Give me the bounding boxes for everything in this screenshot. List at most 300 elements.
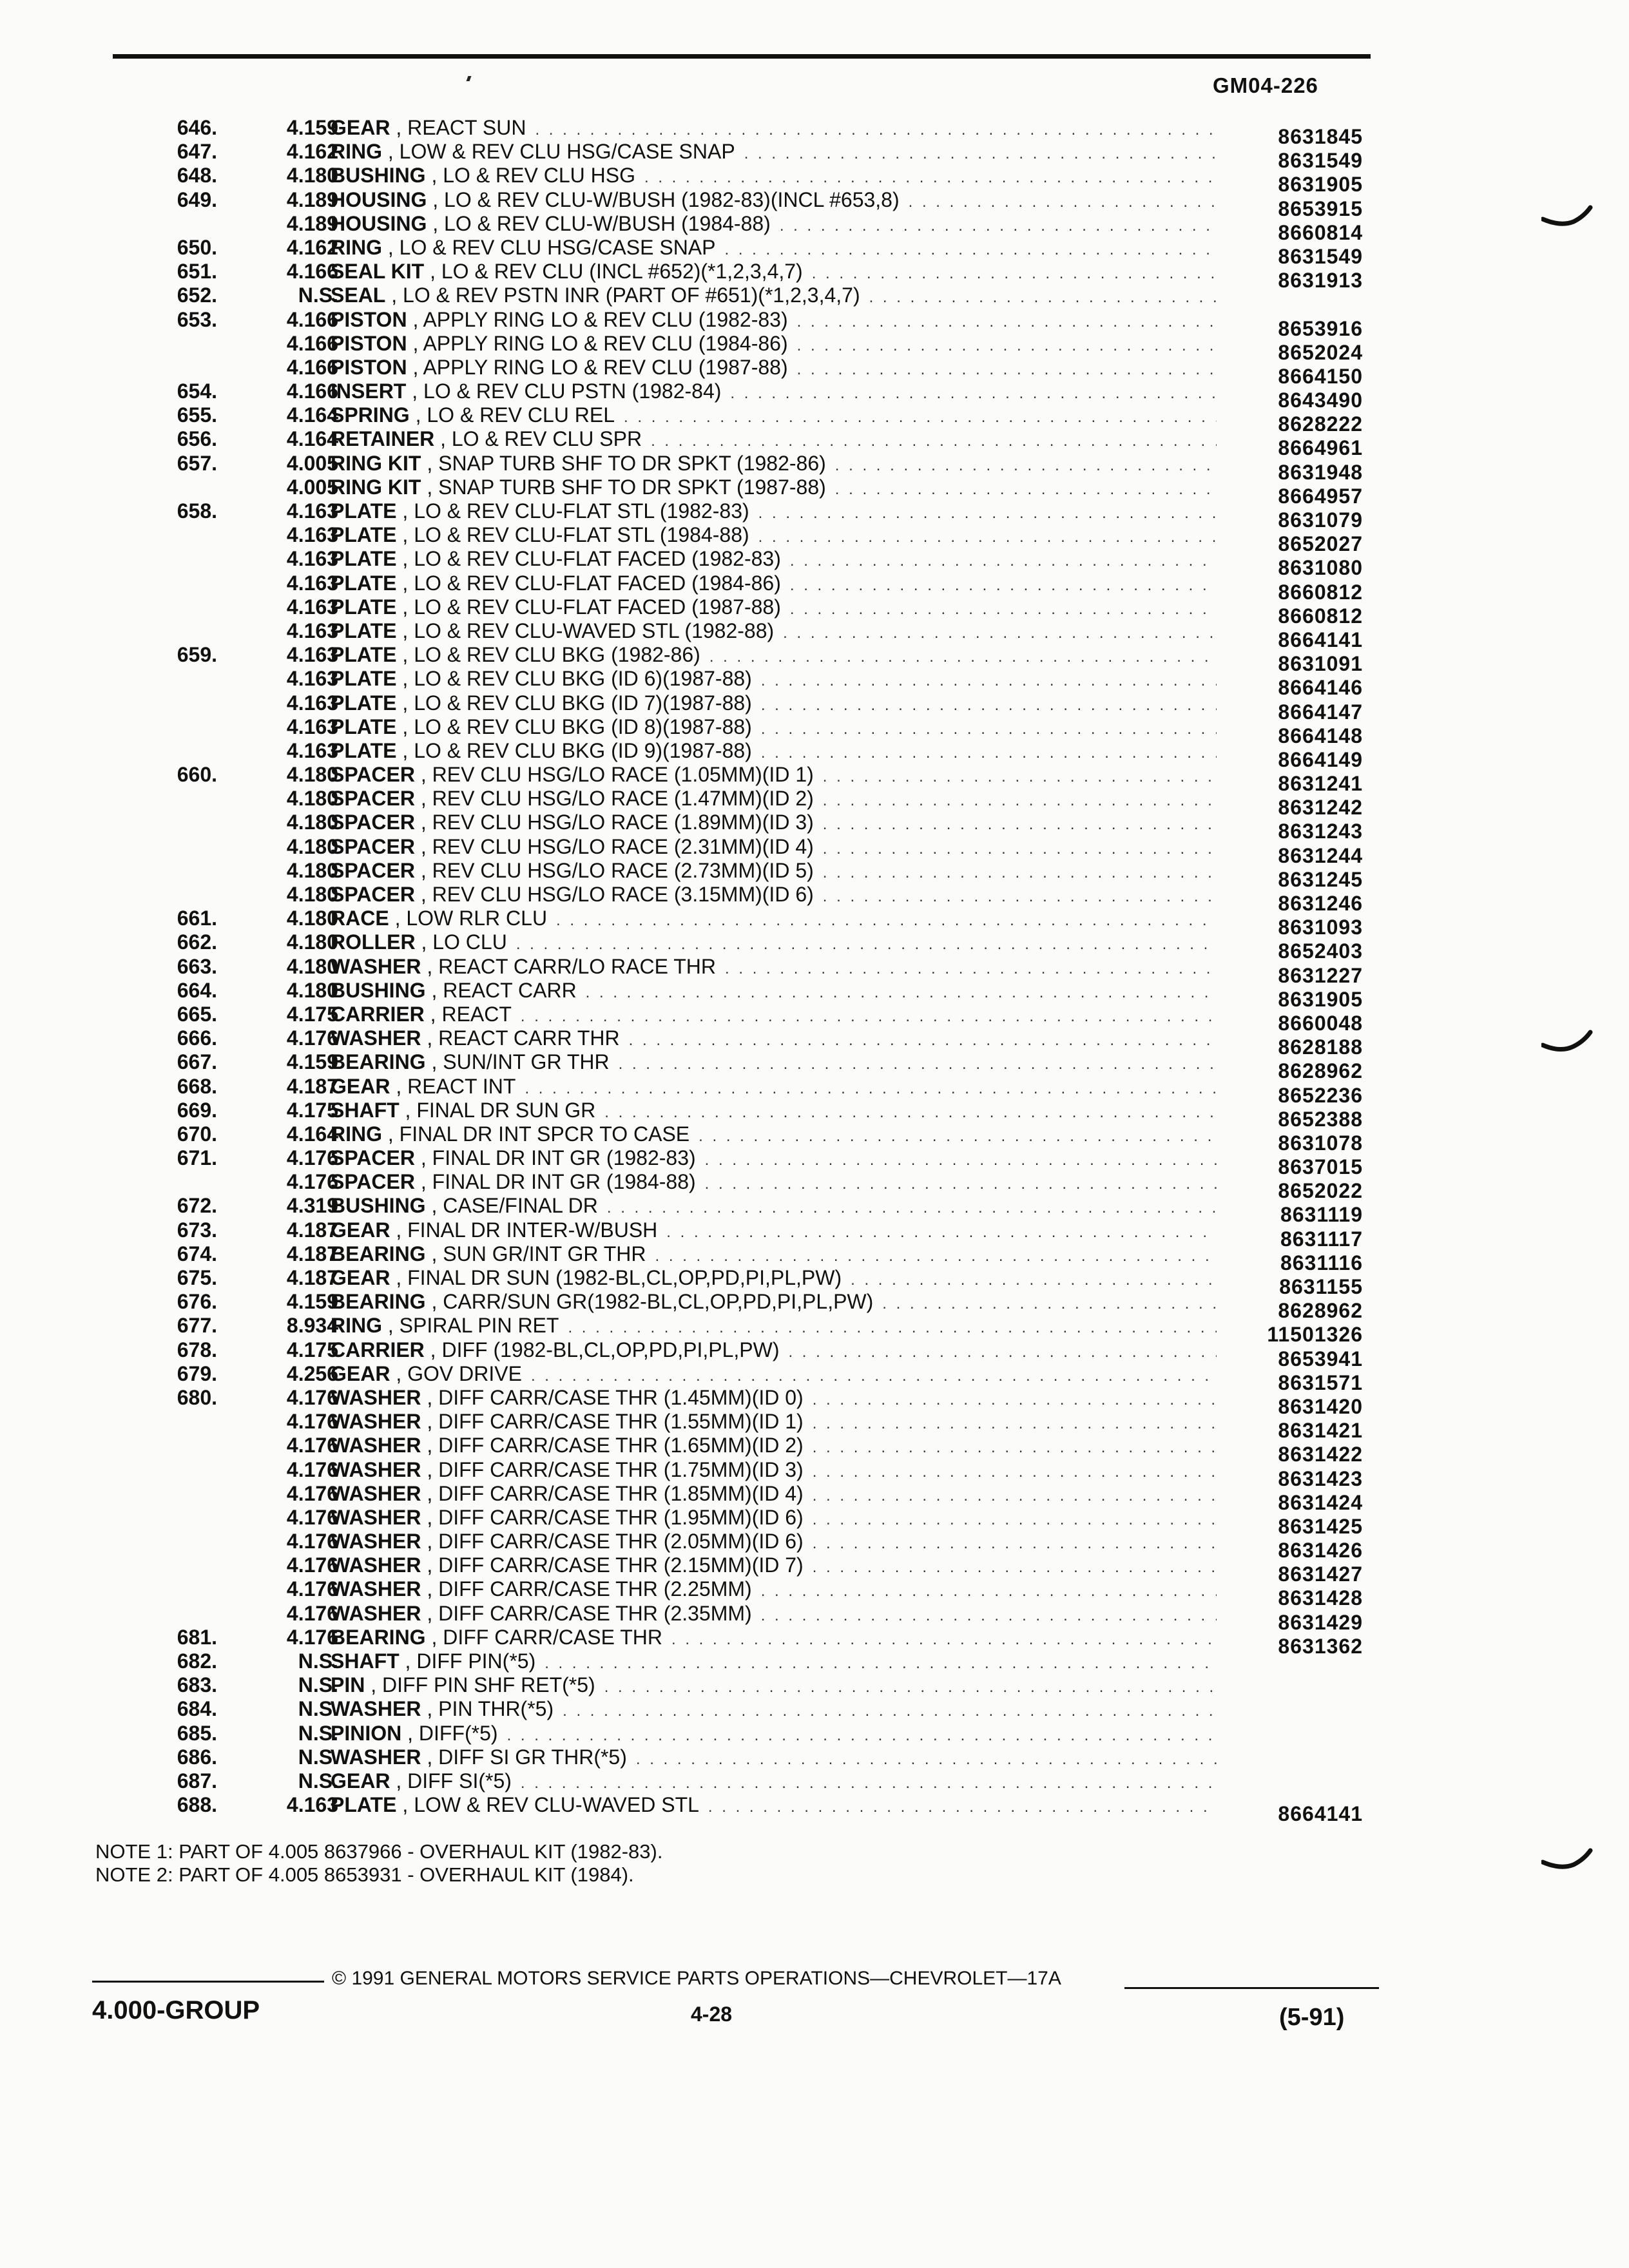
group-number: 4.163 [286, 738, 338, 762]
table-row [0, 547, 1629, 580]
group-number: 4.180 [286, 883, 338, 906]
part-description [331, 1673, 1217, 1699]
leader-dots [823, 812, 1217, 836]
group-number: 4.176 [286, 1625, 338, 1649]
leader-dots [624, 405, 1217, 429]
leader-dots [783, 621, 1217, 645]
part-number: 8660812 [1278, 604, 1363, 628]
group-number: N.S. [298, 1745, 338, 1769]
group-number: N.S. [298, 1721, 338, 1745]
group-number: 4.176 [286, 1026, 338, 1050]
group-number: 4.163 [286, 547, 338, 571]
table-row [0, 1722, 1629, 1745]
part-description [331, 763, 1217, 789]
table-row [0, 883, 1629, 915]
group-number: 4.180 [286, 834, 338, 858]
part-name: WASHER [331, 1745, 421, 1769]
leader-dots [813, 1388, 1217, 1412]
part-number: 8631244 [1278, 843, 1363, 867]
part-detail: , DIFF CARR/CASE THR (2.05MM)(ID 6) [427, 1530, 804, 1553]
part-description [331, 955, 1217, 981]
leader-dots [545, 1651, 1217, 1675]
group-number: 4.163 [286, 619, 338, 642]
item-number: 671. [177, 1146, 217, 1170]
part-name: PINION [331, 1721, 402, 1745]
item-number: 657. [177, 451, 217, 475]
part-number: 8628962 [1278, 1059, 1363, 1083]
part-detail: , LO & REV CLU HSG/CASE SNAP [387, 235, 716, 259]
part-detail: , FINAL DR INT GR (1984-88) [420, 1170, 696, 1194]
part-detail: , REACT [430, 1002, 512, 1026]
part-detail: , SNAP TURB SHF TO DR SPKT (1987-88) [427, 475, 826, 499]
part-name: SPACER [331, 787, 415, 811]
group-number: 4.176 [286, 1146, 338, 1170]
group-number: 4.180 [286, 787, 338, 811]
group-number: 4.180 [286, 763, 338, 787]
group-number: 4.159 [286, 1290, 338, 1314]
part-description [331, 787, 1217, 812]
leader-dots [812, 262, 1217, 285]
leader-dots [790, 549, 1217, 573]
part-detail: , DIFF CARR/CASE THR (2.25MM) [427, 1577, 752, 1601]
leader-dots [823, 885, 1217, 908]
part-description [331, 284, 1217, 309]
table-row [0, 1673, 1629, 1697]
part-description [331, 332, 1217, 358]
part-name: WASHER [331, 1434, 421, 1457]
part-description [331, 1482, 1217, 1508]
part-detail: , LO & REV CLU (INCL #652)(*1,2,3,4,7) [430, 260, 803, 284]
part-name: WASHER [331, 1697, 421, 1721]
part-number: 8664961 [1278, 436, 1363, 460]
part-name: PLATE [331, 547, 397, 571]
group-number: 4.175 [286, 1002, 338, 1026]
footer-rule-right [1124, 1987, 1379, 1989]
part-detail: , SUN/INT GR THR [431, 1050, 610, 1074]
table-row [0, 1314, 1629, 1347]
leader-dots [797, 334, 1217, 358]
part-description [331, 1649, 1217, 1675]
part-name: ROLLER [331, 930, 416, 954]
group-number: 4.180 [286, 858, 338, 882]
leader-dots [724, 238, 1217, 262]
item-number: 668. [177, 1074, 217, 1098]
part-number: 8631091 [1278, 652, 1363, 676]
part-description [331, 380, 1217, 405]
part-description [331, 452, 1217, 477]
table-row [0, 1146, 1629, 1179]
group-number: 4.187 [286, 1074, 338, 1098]
leader-dots [525, 1077, 1217, 1100]
item-number: 672. [177, 1194, 217, 1218]
part-number: 8631905 [1278, 173, 1363, 197]
part-detail: , LOW & REV CLU-WAVED STL [402, 1793, 699, 1817]
parts-list [0, 116, 1629, 1826]
part-detail: , SPIRAL PIN RET [387, 1314, 559, 1338]
part-name: WASHER [331, 954, 421, 978]
part-description [331, 1003, 1217, 1028]
leader-dots [563, 1699, 1217, 1723]
part-detail: , FINAL DR SUN GR [405, 1098, 596, 1122]
part-detail: , DIFF CARR/CASE THR (1.55MM)(ID 1) [427, 1410, 804, 1434]
part-name: SPRING [331, 403, 410, 427]
group-number: N.S. [298, 284, 338, 307]
leader-dots [521, 1771, 1217, 1795]
part-detail: , DIFF CARR/CASE THR (1.95MM)(ID 6) [427, 1505, 804, 1529]
leader-dots [636, 1747, 1217, 1771]
part-detail: , CARR/SUN GR(1982-BL,CL,OP,PD,PI,PL,PW) [431, 1290, 874, 1314]
table-row [0, 787, 1629, 820]
leader-dots [705, 1172, 1217, 1196]
footer-rule-left [92, 1981, 324, 1983]
table-row [0, 1530, 1629, 1562]
part-number: 8631913 [1278, 269, 1363, 293]
table-row [0, 116, 1629, 148]
part-detail: , LO & REV CLU-FLAT FACED (1982-83) [402, 547, 781, 571]
part-number: 8631245 [1278, 867, 1363, 891]
group-number: 4.159 [286, 1050, 338, 1074]
part-description [331, 1099, 1217, 1124]
table-row [0, 1002, 1629, 1035]
part-name: SHAFT [331, 1649, 400, 1673]
group-number: 4.164 [286, 1122, 338, 1146]
part-detail: , REV CLU HSG/LO RACE (2.73MM)(ID 5) [420, 858, 814, 882]
part-detail: , DIFF CARR/CASE THR (1.45MM)(ID 0) [427, 1385, 804, 1409]
part-detail: , LO & REV CLU SPR [440, 427, 642, 451]
part-name: GEAR [331, 1361, 390, 1385]
part-detail: , LO & REV CLU-FLAT STL (1984-88) [402, 523, 749, 547]
part-detail: , LO & REV CLU-FLAT FACED (1984-86) [402, 571, 781, 595]
part-name: RING KIT [331, 475, 421, 499]
leader-dots [730, 381, 1217, 405]
group-number: 4.166 [286, 331, 338, 355]
item-number: 679. [177, 1361, 217, 1385]
part-name: CARRIER [331, 1002, 425, 1026]
part-name: SPACER [331, 834, 415, 858]
part-detail: , LO & REV CLU-W/BUSH (1984-88) [432, 211, 771, 235]
leader-dots [744, 142, 1217, 166]
table-row [0, 1769, 1629, 1793]
part-number: 8643490 [1278, 389, 1363, 412]
group-number: 4.163 [286, 499, 338, 523]
leader-dots [521, 1004, 1217, 1028]
item-number: 685. [177, 1721, 217, 1745]
part-description [331, 356, 1217, 381]
group-number: 4.164 [286, 427, 338, 451]
part-number: 8652022 [1278, 1179, 1363, 1203]
part-description [331, 691, 1217, 717]
part-number: 8660048 [1278, 1011, 1363, 1035]
leader-dots [629, 1028, 1217, 1052]
part-detail: , SUN GR/INT GR THR [431, 1242, 646, 1265]
item-number: 686. [177, 1745, 217, 1769]
part-description [331, 1122, 1217, 1148]
item-number: 678. [177, 1338, 217, 1361]
part-number: 8631423 [1278, 1466, 1363, 1490]
part-name: GEAR [331, 1266, 390, 1289]
group-number: 4.162 [286, 235, 338, 259]
group-number: 4.189 [286, 211, 338, 235]
part-detail: , DIFF(*5) [407, 1721, 498, 1745]
group-number: 4.175 [286, 1098, 338, 1122]
table-row [0, 1361, 1629, 1394]
group-label: 4.000-GROUP [92, 1996, 260, 2024]
item-number: 658. [177, 499, 217, 523]
table-row [0, 715, 1629, 747]
part-detail: , LO & REV CLU BKG (1982-86) [402, 643, 700, 667]
item-number: 669. [177, 1098, 217, 1122]
part-number: 8653941 [1278, 1347, 1363, 1370]
part-name: WASHER [331, 1577, 421, 1601]
page-number: 4-28 [691, 2003, 733, 2026]
leader-dots [797, 310, 1217, 334]
page-code: GM04-226 [1213, 73, 1318, 97]
part-description [331, 260, 1217, 285]
table-row [0, 930, 1629, 963]
item-number: 651. [177, 260, 217, 284]
group-number: 4.180 [286, 978, 338, 1002]
table-row [0, 211, 1629, 244]
group-number: 4.163 [286, 643, 338, 667]
group-number: 4.180 [286, 907, 338, 930]
group-number: 4.180 [286, 811, 338, 834]
part-description [331, 403, 1217, 429]
leader-dots [813, 1532, 1217, 1555]
part-number: 8652388 [1278, 1107, 1363, 1131]
part-name: RING [331, 140, 382, 164]
item-number: 684. [177, 1697, 217, 1721]
part-description [331, 595, 1217, 621]
part-description [331, 1506, 1217, 1532]
leader-dots [758, 525, 1217, 549]
part-name: INSERT [331, 380, 407, 403]
leader-dots [568, 1316, 1217, 1340]
part-name: RING [331, 235, 382, 259]
part-number: 8631227 [1278, 963, 1363, 987]
part-description [331, 1362, 1217, 1388]
leader-dots [761, 1604, 1217, 1628]
table-row [0, 1385, 1629, 1418]
group-number: 4.166 [286, 307, 338, 331]
part-description [331, 1170, 1217, 1196]
part-description [331, 883, 1217, 908]
part-name: PISTON [331, 331, 407, 355]
part-description [331, 1290, 1217, 1316]
item-number: 650. [177, 235, 217, 259]
group-number: 4.187 [286, 1242, 338, 1265]
part-detail: , DIFF CARR/CASE THR (2.15MM)(ID 7) [427, 1553, 804, 1577]
table-row [0, 307, 1629, 340]
part-description [331, 1434, 1217, 1459]
item-number: 653. [177, 307, 217, 331]
leader-dots [823, 765, 1217, 789]
part-number: 8631426 [1278, 1539, 1363, 1562]
group-number: N.S. [298, 1673, 338, 1697]
part-name: PLATE [331, 595, 397, 619]
part-detail: , APPLY RING LO & REV CLU (1982-83) [412, 307, 788, 331]
table-row [0, 1434, 1629, 1466]
leader-dots [708, 1795, 1217, 1819]
part-description [331, 236, 1217, 262]
part-number: 8631155 [1279, 1275, 1363, 1298]
part-description [331, 1266, 1217, 1292]
item-number: 681. [177, 1625, 217, 1649]
leader-dots [780, 214, 1217, 238]
check-mark-icon [1541, 1030, 1593, 1055]
group-number: 4.176 [286, 1434, 338, 1457]
part-name: GEAR [331, 1769, 390, 1792]
part-detail: , LOW RLR CLU [394, 907, 548, 930]
table-row [0, 380, 1629, 412]
leader-dots [823, 789, 1217, 812]
table-row [0, 763, 1629, 796]
part-name: BEARING [331, 1625, 426, 1649]
leader-dots [619, 1052, 1217, 1076]
part-description [331, 1745, 1217, 1771]
leader-dots [705, 1148, 1217, 1172]
part-detail: , DIFF (1982-BL,CL,OP,PD,PI,PL,PW) [430, 1338, 780, 1361]
table-row [0, 1745, 1629, 1769]
part-detail: , LO & REV CLU BKG (ID 6)(1987-88) [402, 667, 752, 691]
leader-dots [586, 981, 1217, 1004]
table-row [0, 643, 1629, 676]
part-detail: , DIFF CARR/CASE THR [431, 1625, 662, 1649]
leader-dots [788, 1340, 1217, 1364]
part-name: WASHER [331, 1553, 421, 1577]
part-detail: , DIFF CARR/CASE THR (1.65MM)(ID 2) [427, 1434, 804, 1457]
part-number: 8631117 [1280, 1227, 1363, 1251]
table-row [0, 1601, 1629, 1634]
part-name: PLATE [331, 523, 397, 547]
group-number: 4.176 [286, 1457, 338, 1481]
item-number: 660. [177, 763, 217, 787]
part-number: 8628222 [1278, 412, 1363, 436]
part-name: WASHER [331, 1457, 421, 1481]
part-number: 8664148 [1278, 724, 1363, 747]
part-detail: , LO & REV CLU HSG [431, 164, 635, 187]
table-row [0, 1410, 1629, 1443]
leader-dots [507, 1724, 1217, 1747]
part-name: PIN [331, 1673, 365, 1697]
table-row [0, 1457, 1629, 1490]
part-number: 8637015 [1278, 1155, 1363, 1179]
part-name: GEAR [331, 1074, 390, 1098]
part-name: PLATE [331, 667, 397, 691]
part-number: 8652403 [1278, 939, 1363, 963]
group-number: N.S. [298, 1697, 338, 1721]
leader-dots [813, 1508, 1217, 1532]
notes [95, 1840, 662, 1887]
part-description [331, 164, 1217, 189]
group-number: 4.180 [286, 954, 338, 978]
item-number: 663. [177, 954, 217, 978]
part-number: 8631427 [1278, 1562, 1363, 1586]
part-name: PISTON [331, 355, 407, 379]
part-number: 8631845 [1278, 125, 1363, 148]
part-description [331, 1602, 1217, 1628]
group-number: 4.005 [286, 451, 338, 475]
part-description [331, 1242, 1217, 1268]
date-code: (5-91) [1279, 2004, 1345, 2031]
part-detail: , DIFF SI(*5) [396, 1769, 512, 1792]
part-description [331, 1769, 1217, 1795]
leader-dots [761, 693, 1217, 717]
group-number: 4.163 [286, 571, 338, 595]
part-name: BUSHING [331, 164, 426, 187]
item-number: 682. [177, 1649, 217, 1673]
part-number: 8631429 [1278, 1610, 1363, 1634]
part-name: WASHER [331, 1505, 421, 1529]
part-number: 8664141 [1278, 1802, 1363, 1826]
table-row [0, 954, 1629, 987]
part-number: 8631079 [1278, 508, 1363, 532]
part-detail: , LOW & REV CLU HSG/CASE SNAP [387, 140, 735, 164]
part-number: 8631571 [1278, 1370, 1363, 1394]
item-number: 676. [177, 1290, 217, 1314]
part-number: 8660814 [1278, 220, 1363, 244]
part-detail: , REACT CARR THR [427, 1026, 620, 1050]
item-number: 652. [177, 284, 217, 307]
part-name: SPACER [331, 883, 415, 906]
part-detail: , REV CLU HSG/LO RACE (1.89MM)(ID 3) [420, 811, 814, 834]
part-name: WASHER [331, 1385, 421, 1409]
part-name: BEARING [331, 1050, 426, 1074]
part-detail: , LO & REV CLU PSTN (1982-84) [412, 380, 722, 403]
part-description [331, 739, 1217, 765]
part-name: PLATE [331, 1793, 397, 1817]
part-number: 8631246 [1278, 892, 1363, 915]
item-number: 647. [177, 140, 217, 164]
part-description [331, 619, 1217, 645]
group-number: 4.176 [286, 1170, 338, 1194]
part-name: BEARING [331, 1290, 426, 1314]
part-detail: , LO & REV CLU BKG (ID 9)(1987-88) [402, 738, 752, 762]
table-row [0, 1697, 1629, 1721]
part-name: WASHER [331, 1601, 421, 1625]
part-description [331, 1626, 1217, 1651]
part-description [331, 1410, 1217, 1436]
leader-dots [813, 1460, 1217, 1484]
leader-dots [823, 837, 1217, 861]
leader-dots [531, 1364, 1217, 1388]
part-number: 8652236 [1278, 1083, 1363, 1107]
item-number: 648. [177, 164, 217, 187]
part-description [331, 1553, 1217, 1579]
part-name: PLATE [331, 691, 397, 715]
part-number: 8664147 [1278, 700, 1363, 724]
leader-dots [797, 358, 1217, 381]
part-detail: , LO & REV CLU-WAVED STL (1982-88) [402, 619, 775, 642]
part-description [331, 188, 1217, 214]
leader-dots [666, 1220, 1217, 1244]
table-row [0, 1577, 1629, 1610]
table-row [0, 595, 1629, 628]
part-description [331, 547, 1217, 573]
part-detail: , LO CLU [421, 930, 507, 954]
leader-dots [882, 1292, 1217, 1316]
part-name: HOUSING [331, 211, 427, 235]
part-detail: , LO & REV CLU BKG (ID 7)(1987-88) [402, 691, 752, 715]
part-detail: , LO & REV PSTN INR (PART OF #651)(*1,2,3,4,7) [391, 284, 860, 307]
group-number: 4.163 [286, 595, 338, 619]
part-number: 8631242 [1278, 796, 1363, 820]
group-number: 4.256 [286, 1361, 338, 1385]
item-number: 646. [177, 116, 217, 139]
part-name: SPACER [331, 858, 415, 882]
part-detail: , LO & REV CLU-FLAT STL (1982-83) [402, 499, 749, 523]
part-name: SPACER [331, 1146, 415, 1170]
part-detail: , DIFF CARR/CASE THR (2.35MM) [427, 1601, 752, 1625]
